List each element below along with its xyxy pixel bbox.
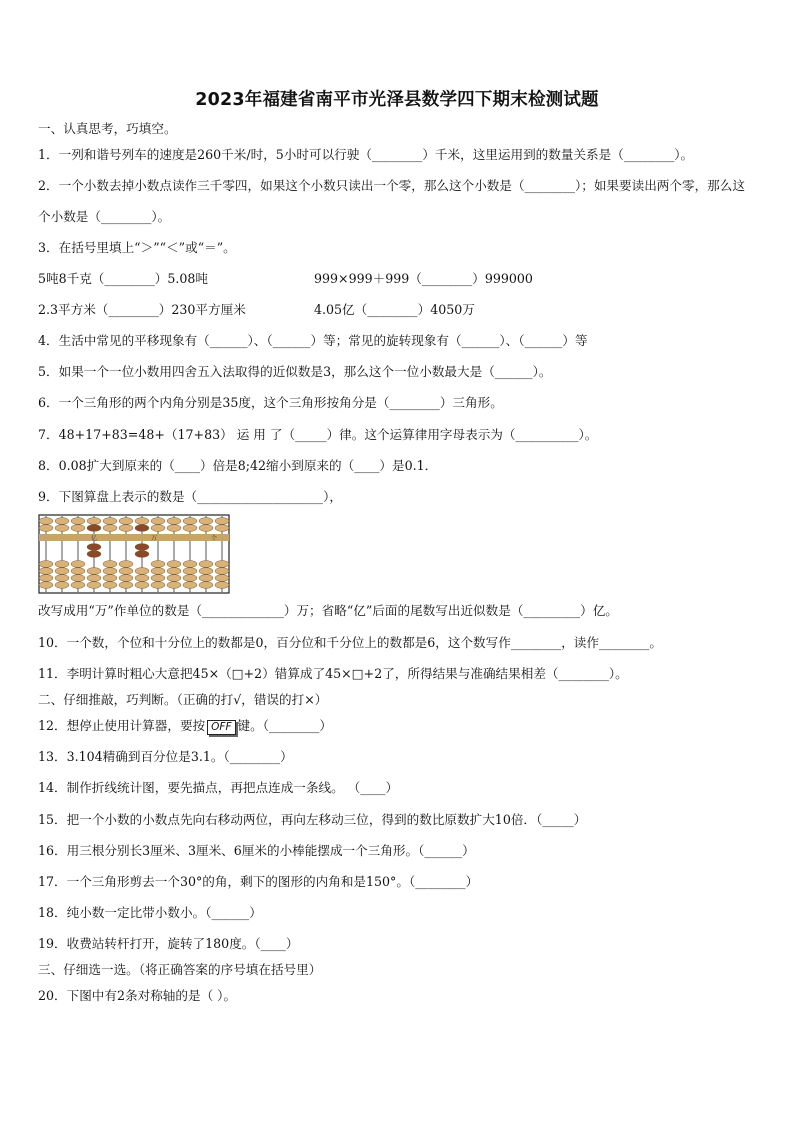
abacus-bead	[119, 561, 133, 568]
abacus-bead	[135, 518, 149, 525]
abacus-label-yi: 亿	[90, 535, 98, 542]
question-20: 20．下图中有2条对称轴的是（ ）。	[38, 988, 237, 1003]
question-3: 3．在括号里填上“＞”“＜”或“＝”。	[38, 240, 236, 255]
abacus-bead	[87, 575, 101, 582]
question-10: 10．一个数，个位和十分位上的数都是0，百分位和千分位上的数都是6，这个数写作________，读作________。	[38, 635, 662, 650]
abacus-bead	[103, 582, 117, 589]
section-heading-2: 二、仔细推敲，巧判断。（正确的打√，错误的打×）	[38, 692, 328, 707]
abacus-bead	[151, 575, 165, 582]
abacus-bead	[119, 518, 133, 525]
question-13: 13．3.104精确到百分位是3.1。（________）	[38, 749, 293, 764]
abacus-bead	[71, 568, 85, 575]
abacus-bead	[119, 575, 133, 582]
abacus-bead	[215, 525, 229, 532]
abacus-bead	[55, 575, 69, 582]
abacus-bead	[135, 551, 149, 558]
abacus-bead	[199, 582, 213, 589]
question-2: 2．一个小数去掉小数点读作三千零四，如果这个小数只读出一个零，那么这个小数是（________）；如果要读出两个零，那么这个小数是（________）。	[38, 178, 745, 224]
abacus-figure	[38, 514, 230, 594]
page-title: 2023年福建省南平市光泽县数学四下期末检测试题	[195, 90, 599, 110]
abacus-bead	[167, 525, 181, 532]
abacus-bead	[183, 525, 197, 532]
question-4: 4．生活中常见的平移现象有（______）、（______）等；常见的旋转现象有（______）、（______）等	[38, 333, 588, 348]
question-1: 1．一列和谐号列车的速度是260千米/时，5小时可以行驶（________）千米，这里运用到的数量关系是（________）。	[38, 147, 694, 162]
abacus-bead	[119, 525, 133, 532]
abacus-bead	[39, 518, 53, 525]
abacus-bead	[167, 561, 181, 568]
abacus-label-ge: 个	[210, 535, 218, 542]
question-3-item-a2: 999×999＋999（________）999000	[314, 271, 533, 286]
question-12-text: 12．想停止使用计算器，要按	[38, 718, 206, 733]
abacus-bead	[151, 518, 165, 525]
question-16: 16．用三根分别长3厘米、3厘米、6厘米的小棒能摆成一个三角形。（______）	[38, 843, 475, 858]
abacus-bead	[71, 561, 85, 568]
section-heading-1: 一、认真思考，巧填空。	[38, 121, 177, 136]
abacus-bead	[215, 568, 229, 575]
abacus-bead	[215, 518, 229, 525]
question-6: 6．一个三角形的两个内角分别是35度，这个三角形按角分是（________）三角形。	[38, 395, 503, 410]
abacus-bead	[167, 568, 181, 575]
abacus-bead	[103, 568, 117, 575]
abacus-bead	[87, 582, 101, 589]
question-3-item-a1: 5吨8千克（________）5.08吨	[38, 271, 209, 286]
question-7: 7．48+17+83=48+（17+83） 运 用 了（_____）律。这个运算律用字母表示为（__________）。	[38, 427, 598, 442]
abacus-bead	[183, 568, 197, 575]
abacus-label-wan: 万	[150, 535, 158, 542]
abacus-bead	[167, 575, 181, 582]
abacus-bead	[87, 525, 101, 532]
question-5: 5．如果一个一位小数用四舍五入法取得的近似数是3，那么这个一位小数最大是（______）。	[38, 364, 552, 379]
question-3-item-b1: 2.3平方米（________）230平方厘米	[38, 302, 246, 317]
abacus-bead	[151, 561, 165, 568]
abacus-bead	[39, 575, 53, 582]
question-3-item-b2: 4.05亿（________）4050万	[314, 302, 475, 317]
abacus-bead	[135, 582, 149, 589]
abacus-bead	[199, 568, 213, 575]
abacus-bead	[135, 544, 149, 551]
abacus-bead	[87, 518, 101, 525]
abacus-bead	[55, 568, 69, 575]
question-8: 8．0.08扩大到原来的（____）倍是8;42缩小到原来的（____）是0.1．	[38, 458, 438, 473]
section-heading-3: 三、仔细选一选。（将正确答案的序号填在括号里）	[38, 962, 322, 977]
question-11: 11．李明计算时粗心大意把45×（□+2）错算成了45×□+2了，所得结果与准确结果相差（________）。	[38, 666, 628, 681]
abacus-bead	[199, 518, 213, 525]
abacus-bead	[215, 582, 229, 589]
abacus-bead	[199, 575, 213, 582]
abacus-bead	[71, 582, 85, 589]
abacus-bead	[167, 518, 181, 525]
question-12	[38, 718, 332, 735]
question-9-followup: 改写成用“万”作单位的数是（_____________）万；省略“亿”后面的尾数写出近似数是（_________）亿。	[38, 603, 618, 618]
abacus-beads	[39, 518, 229, 589]
question-19: 19．收费站转杆打开，旋转了180度。（____）	[38, 936, 299, 951]
abacus-bead	[215, 561, 229, 568]
question-9: 9．下图算盘上表示的数是（____________________），	[38, 489, 342, 504]
off-key-icon: OFF	[207, 720, 235, 735]
abacus-bead	[71, 525, 85, 532]
abacus-bead	[119, 582, 133, 589]
abacus-bead	[183, 518, 197, 525]
abacus-bead	[39, 561, 53, 568]
abacus-bead	[151, 525, 165, 532]
abacus-bead	[103, 561, 117, 568]
question-12-answer: 键。（________）	[237, 718, 332, 733]
abacus-bead	[183, 561, 197, 568]
abacus-bead	[39, 525, 53, 532]
abacus-bead	[199, 525, 213, 532]
abacus-bead	[71, 575, 85, 582]
abacus-bead	[39, 582, 53, 589]
abacus-bead	[103, 518, 117, 525]
abacus-bead	[135, 575, 149, 582]
abacus-beam	[39, 534, 229, 541]
question-15: 15．把一个小数的小数点先向右移动两位，再向左移动三位，得到的数比原数扩大10倍．（_____）	[38, 812, 587, 827]
abacus-bead	[87, 551, 101, 558]
question-18: 18．纯小数一定比带小数小。（______）	[38, 905, 262, 920]
question-17: 17．一个三角形剪去一个30°的角，剩下的图形的内角和是150°。（________）	[38, 874, 479, 889]
abacus-bead	[135, 568, 149, 575]
abacus-bead	[55, 582, 69, 589]
abacus-bead	[183, 575, 197, 582]
abacus-bead	[55, 561, 69, 568]
abacus-bead	[199, 561, 213, 568]
abacus-bead	[135, 525, 149, 532]
abacus-bead	[167, 582, 181, 589]
abacus-bead	[55, 518, 69, 525]
abacus-bead	[183, 582, 197, 589]
abacus-bead	[151, 582, 165, 589]
abacus-bead	[151, 568, 165, 575]
abacus-bead	[39, 568, 53, 575]
abacus-bead	[103, 575, 117, 582]
abacus-bead	[215, 575, 229, 582]
abacus-bead	[71, 518, 85, 525]
abacus-bead	[55, 525, 69, 532]
abacus-bead	[87, 568, 101, 575]
abacus-bead	[87, 544, 101, 551]
question-14: 14．制作折线统计图，要先描点，再把点连成一条线。 （____）	[38, 780, 399, 795]
abacus-bead	[119, 568, 133, 575]
abacus-bead	[103, 525, 117, 532]
